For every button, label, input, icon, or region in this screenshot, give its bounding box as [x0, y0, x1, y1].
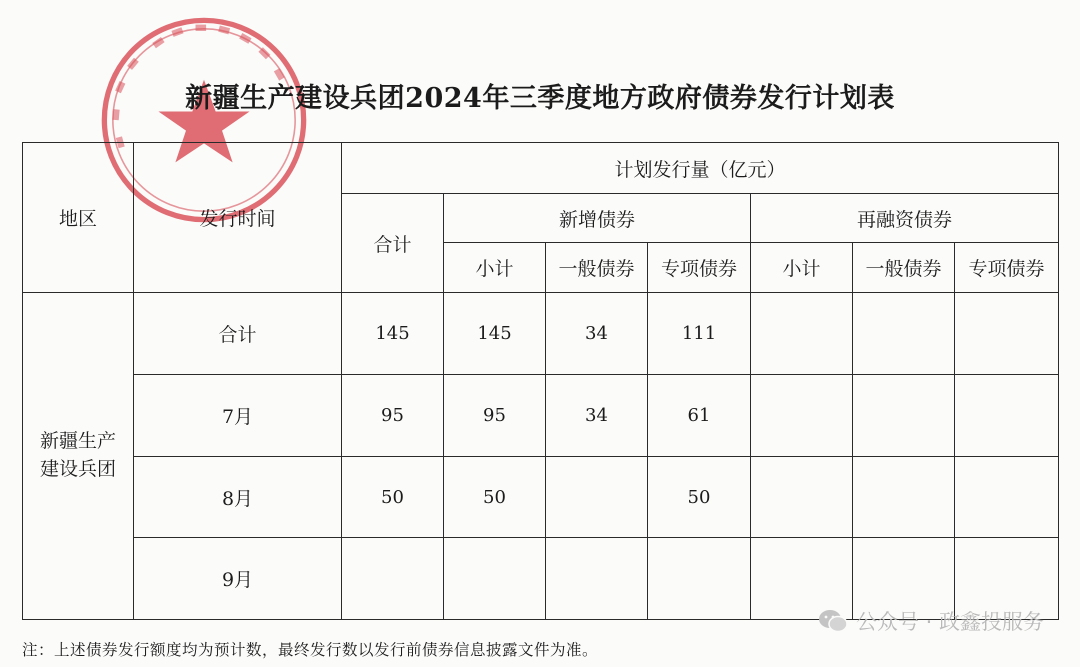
row-new-general	[546, 538, 648, 620]
header-total: 合计	[342, 194, 444, 293]
row-re-special	[955, 457, 1059, 538]
header-refinance-bonds: 再融资债券	[751, 194, 1059, 243]
row-time: 9月	[134, 538, 342, 620]
row-new-special	[648, 538, 751, 620]
row-re-general	[853, 375, 955, 457]
row-re-general	[853, 293, 955, 375]
row-total: 50	[342, 457, 444, 538]
row-time: 合计	[134, 293, 342, 375]
region-cell	[23, 293, 134, 620]
footnote: 注：上述债券发行额度均为预计数，最终发行数以发行前债券信息披露文件为准。	[22, 641, 599, 659]
header-new-special: 专项债券	[648, 243, 751, 293]
row-new-subtotal: 145	[444, 293, 546, 375]
row-total: 95	[342, 375, 444, 457]
row-time: 8月	[134, 457, 342, 538]
header-issue-time: 发行时间	[134, 143, 342, 293]
row-re-subtotal	[751, 457, 853, 538]
bond-issuance-table	[22, 142, 1059, 620]
row-new-general	[546, 457, 648, 538]
table-row	[23, 457, 1059, 538]
header-new-subtotal: 小计	[444, 243, 546, 293]
table-row	[23, 375, 1059, 457]
table-row	[23, 293, 1059, 375]
header-re-general: 一般债券	[853, 243, 955, 293]
row-new-general: 34	[546, 375, 648, 457]
header-re-subtotal: 小计	[751, 243, 853, 293]
row-new-subtotal: 95	[444, 375, 546, 457]
document-title: 新疆生产建设兵团2024年三季度地方政府债券发行计划表	[185, 83, 895, 114]
header-planned-amount: 计划发行量（亿元）	[342, 143, 1059, 194]
row-new-special: 111	[648, 293, 751, 375]
row-new-subtotal	[444, 538, 546, 620]
row-new-special: 50	[648, 457, 751, 538]
row-re-general	[853, 457, 955, 538]
wechat-icon	[818, 608, 848, 634]
header-new-general: 一般债券	[546, 243, 648, 293]
row-re-special	[955, 375, 1059, 457]
row-re-special	[955, 293, 1059, 375]
header-re-special: 专项债券	[955, 243, 1059, 293]
watermark-text: 公众号 · 政鑫投服务	[855, 610, 1044, 634]
row-time: 7月	[134, 375, 342, 457]
row-total	[342, 538, 444, 620]
row-re-subtotal	[751, 375, 853, 457]
row-re-subtotal	[751, 293, 853, 375]
header-new-bonds: 新增债券	[444, 194, 751, 243]
region-name: 新疆生产 建设兵团	[39, 430, 116, 480]
row-new-general: 34	[546, 293, 648, 375]
row-new-special: 61	[648, 375, 751, 457]
row-new-subtotal: 50	[444, 457, 546, 538]
row-total: 145	[342, 293, 444, 375]
watermark	[818, 606, 1044, 636]
header-region: 地区	[23, 143, 134, 293]
